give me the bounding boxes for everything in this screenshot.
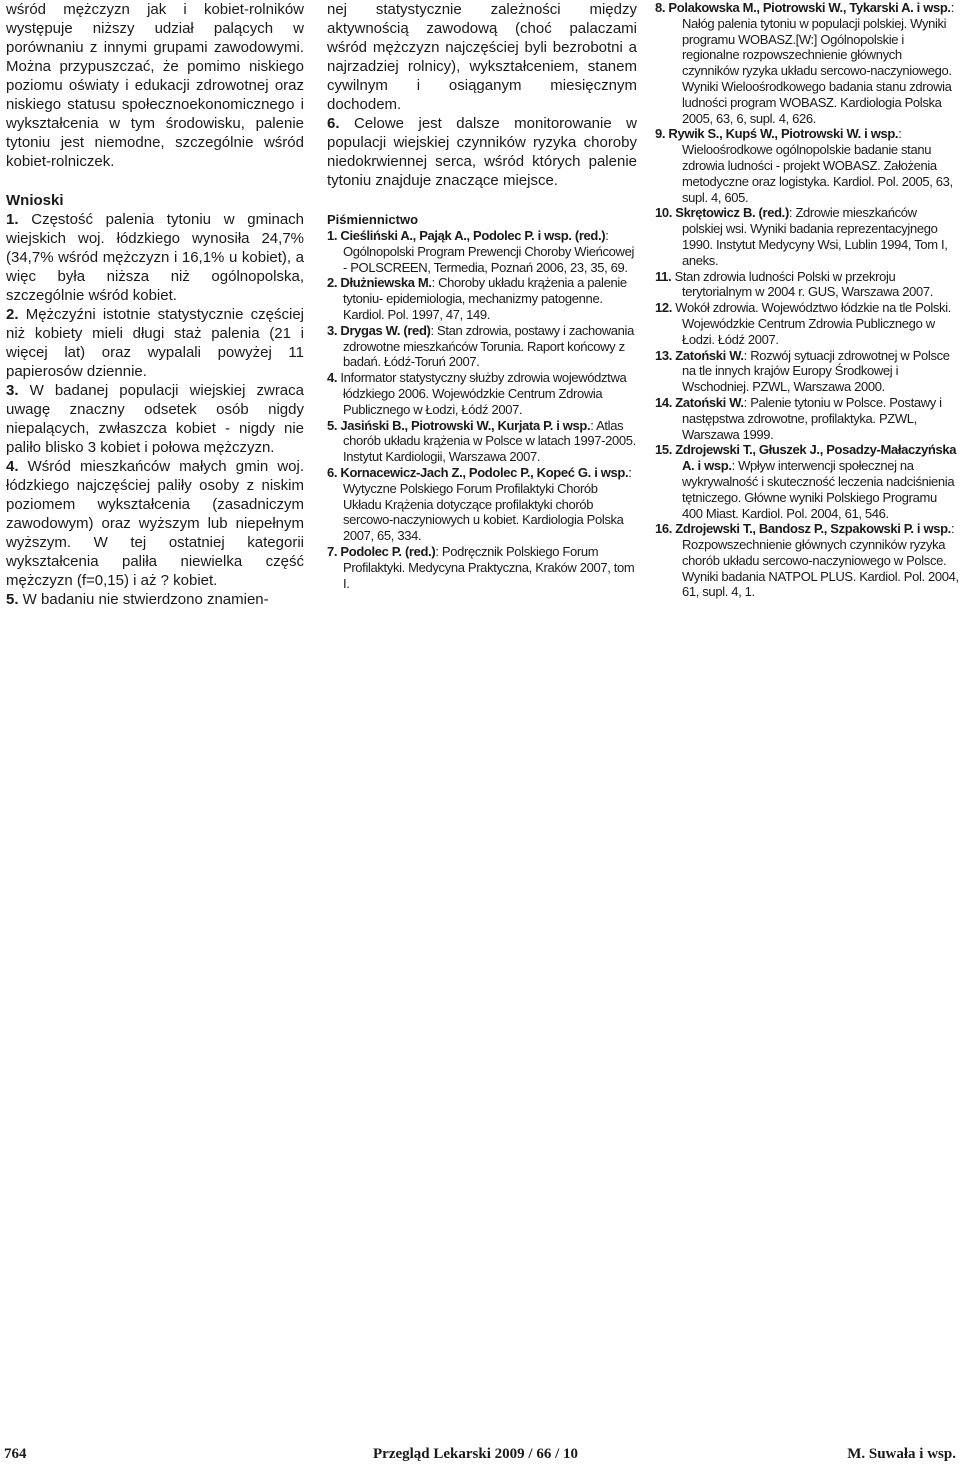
- reference-details: : Wpływ interwencji społecznej na wykrywalność i skuteczność leczenia nadciśnienia tętniczego. Główne wyniki Polskiego Programu 400 Miast. Kardiol. Pol. 2004, 61, 546.: [682, 458, 955, 521]
- reference-authors: 10. Skrętowicz B. (red.): [655, 205, 789, 221]
- reference-item: [655, 269, 959, 301]
- reference-authors: 8. Polakowska M., Piotrowski W., Tykarski A. i wsp.: [655, 0, 951, 15]
- reference-authors: 12.: [655, 300, 673, 316]
- reference-item: [655, 0, 959, 126]
- reference-item: [327, 228, 637, 275]
- reference-details: : Podręcznik Polskiego Forum Profilaktyki. Medycyna Praktyczna, Kraków 2007, tom I.: [343, 543, 635, 591]
- reference-authors: 11.: [655, 268, 672, 284]
- conclusion-number: 4.: [6, 458, 19, 475]
- conclusion-text: Częstość palenia tytoniu w gminach wiejskich woj. łódzkiego wynosiła 24,7% (34,7% wśród mężczyzn i 16,1% u kobiet), a więc była niższa niż ogólnopolska, szczególnie wśród kobiet.: [6, 211, 304, 304]
- conclusion-number: 5.: [6, 591, 19, 608]
- page-number: 764: [4, 1446, 27, 1462]
- intro-paragraph: wśród mężczyzn jak i kobiet-rolników występuje niższy udział palących w porównaniu z innymi grupami zawodowymi. Można przypuszczać, że pomimo niskiego poziomu oświaty i edukacji zdrowotnej oraz niskiego statusu społecznoekonomicznego i wykształcenia w tym środowisku, palenie tytoniu jest niemodne, szczególnie wśród kobiet-rolniczek.: [6, 1, 304, 170]
- reference-item: [655, 300, 959, 347]
- conclusion-5-continued: nej statystycznie zależności między aktywnością zawodową (choć palaczami wśród mężczyzn najczęściej byli bezrobotni a najrzadziej rolnicy), wykształceniem, stanem cywilnym i osiąganym miesięcznym dochodem.: [327, 1, 637, 113]
- reference-details: : Atlas chorób układu krążenia w Polsce w latach 1997-2005. Instytut Kardiologii, Warszawa 2007.: [343, 417, 636, 465]
- reference-details: Informator statystyczny służby zdrowia województwa łódzkiego 2006. Wojewódzkie Centrum Zdrowia Publicznego w Łodzi, Łódź 2007.: [337, 370, 627, 417]
- conclusion-text: W badaniu nie stwierdzono znamien-: [18, 591, 269, 608]
- reference-details: Stan zdrowia ludności Polski w przekroju terytorialnym w 2004 r. GUS, Warszawa 2007.: [671, 268, 934, 300]
- conclusion-4: [6, 457, 304, 590]
- conclusion-number: 1.: [6, 211, 19, 228]
- reference-item: [655, 442, 959, 521]
- conclusion-3: [6, 381, 304, 457]
- reference-details: : Choroby układu krążenia a palenie tytoniu- epidemiologia, mechanizmy patogenne. Kardiol. Pol. 1997, 47, 149.: [343, 275, 627, 322]
- reference-details: : Nałóg palenia tytoniu w populacji polskiej. Wyniki programu WOBASZ.[W:] Ogólnopolskie i regionalne rozpowszechnienie głównych czynników ryzyka układu sercowo-naczyniowego. Wyniki Wieloośrodkowego badania stanu zdrowia ludności program WOBASZ. Kardiologia Polska 2005, 63, 6, supl. 4, 626.: [682, 0, 954, 126]
- conclusion-text: Wśród mieszkańców małych gmin woj. łódzkiego najczęściej paliły osoby z niskim poziomem wykształcenia (zasadniczym zawodowym) oraz wyższym lub niepełnym wyższym. W tej ostatniej kategorii wykształcenia paliła niewielka część mężczyzn (f=0,15) i aż ? kobiet.: [6, 458, 304, 589]
- reference-authors: 4.: [327, 370, 338, 386]
- conclusion-2: [6, 305, 304, 381]
- reference-item: [655, 126, 959, 205]
- column-left: [6, 0, 304, 609]
- reference-item: [327, 418, 637, 465]
- reference-item: [327, 323, 637, 370]
- conclusion-1: [6, 210, 304, 305]
- references-heading: Piśmiennictwo: [327, 212, 419, 227]
- reference-item: [327, 544, 637, 591]
- reference-authors: 2. Dłużniewska M.: [327, 275, 432, 291]
- reference-item: [327, 275, 637, 322]
- conclusion-text: Mężczyźni istotnie statystycznie częściej niż kobiety mieli długi staż palenia (21 i więcej lat) oraz wypalali powyżej 11 papierosów dziennie.: [6, 306, 304, 380]
- journal-citation: Przegląd Lekarski 2009 / 66 / 10: [373, 1446, 578, 1462]
- conclusion-text: Celowe jest dalsze monitorowanie w populacji wiejskiej czynników ryzyka choroby niedokrwiennej serca, wśród których palenie tytoniu znajduje znaczące miejsce.: [327, 115, 637, 189]
- reference-details: : Rozpowszechnienie głównych czynników ryzyka chorób układu sercowo-naczyniowego w Polsce. Wyniki badania NATPOL PLUS. Kardiol. Pol. 2004, 61, supl. 4, 1.: [682, 521, 959, 600]
- reference-item: [655, 521, 959, 600]
- conclusion-number: 6.: [327, 115, 340, 132]
- reference-details: : Zdrowie mieszkańców polskiej wsi. Wyniki badania reprezentacyjnego 1990. Instytut Medycyny Wsi, Lublin 1994, Tom I, aneks.: [682, 205, 948, 268]
- conclusion-number: 3.: [6, 382, 19, 399]
- running-authors: M. Suwała i wsp.: [847, 1446, 956, 1462]
- reference-authors: 14. Zatoński W.: [655, 394, 744, 410]
- conclusion-6: [327, 114, 637, 190]
- reference-authors: 15. Zdrojewski T., Głuszek J., Posadzy-Małaczyńska A. i wsp.: [655, 442, 957, 474]
- reference-details: Wokół zdrowia. Województwo łódzkie na tle Polski. Wojewódzkie Centrum Zdrowia Publicznego w Łodzi. Łódź 2007.: [672, 300, 952, 347]
- reference-details: : Palenie tytoniu w Polsce. Postawy i następstwa zdrowotne, profilaktyka. PZWL, Warszawa 1999.: [682, 394, 942, 442]
- reference-authors: 16. Zdrojewski T., Bandosz P., Szpakowski P. i wsp.: [655, 521, 951, 537]
- reference-authors: 3. Drygas W. (red): [327, 322, 431, 338]
- reference-details: : Wieloośrodkowe ogólnopolskie badanie stanu zdrowia ludności - projekt WOBASZ. Założenia metodyczne oraz logistyka. Kardiol. Pol. 2005, 63, supl. 4, 605.: [682, 126, 953, 205]
- conclusion-text: W badanej populacji wiejskiej zwraca uwagę znaczny odsetek osób nigdy niepalących, zwłaszcza kobiet - nigdy nie paliło blisko 3 kobiet i połowa mężczyzn.: [6, 382, 304, 456]
- reference-details: : Rozwój sytuacji zdrowotnej w Polsce na tle innych krajów Europy Środkowej i Wschodniej. PZWL, Warszawa 2000.: [682, 347, 950, 395]
- conclusions-heading: Wnioski: [6, 192, 64, 209]
- reference-item: [327, 465, 637, 544]
- conclusion-number: 2.: [6, 306, 19, 323]
- reference-authors: 6. Kornacewicz-Jach Z., Podolec P., Kopeć G. i wsp.: [327, 464, 629, 480]
- column-right: [655, 0, 959, 600]
- column-middle: [327, 0, 637, 591]
- reference-authors: 7. Podolec P. (red.): [327, 543, 436, 559]
- conclusion-5: [6, 590, 304, 609]
- reference-item: [655, 348, 959, 395]
- reference-authors: 5. Jasiński B., Piotrowski W., Kurjata P. i wsp.: [327, 417, 591, 433]
- page-footer: [0, 1446, 960, 1468]
- reference-item: [655, 205, 959, 268]
- reference-item: [327, 370, 637, 417]
- reference-authors: 1. Cieśliński A., Pająk A., Podolec P. i wsp. (red.): [327, 228, 606, 243]
- reference-authors: 9. Rywik S., Kupś W., Piotrowski W. i wsp.: [655, 126, 899, 142]
- reference-item: [655, 395, 959, 442]
- reference-authors: 13. Zatoński W.: [655, 347, 744, 363]
- reference-details: : Stan zdrowia, postawy i zachowania zdrowotne mieszkańców Torunia. Raport końcowy z badań. Łódź-Toruń 2007.: [343, 322, 634, 370]
- reference-details: : Wytyczne Polskiego Forum Profilaktyki Chorób Układu Krążenia dotyczące profilaktyki chorób sercowo-naczyniowych u kobiet. Kardiologia Polska 2007, 65, 334.: [343, 464, 632, 544]
- reference-details: : Ogólnopolski Program Prewencji Choroby Wieńcowej - POLSCREEN, Termedia, Poznań 2006, 23, 35, 69.: [343, 228, 634, 275]
